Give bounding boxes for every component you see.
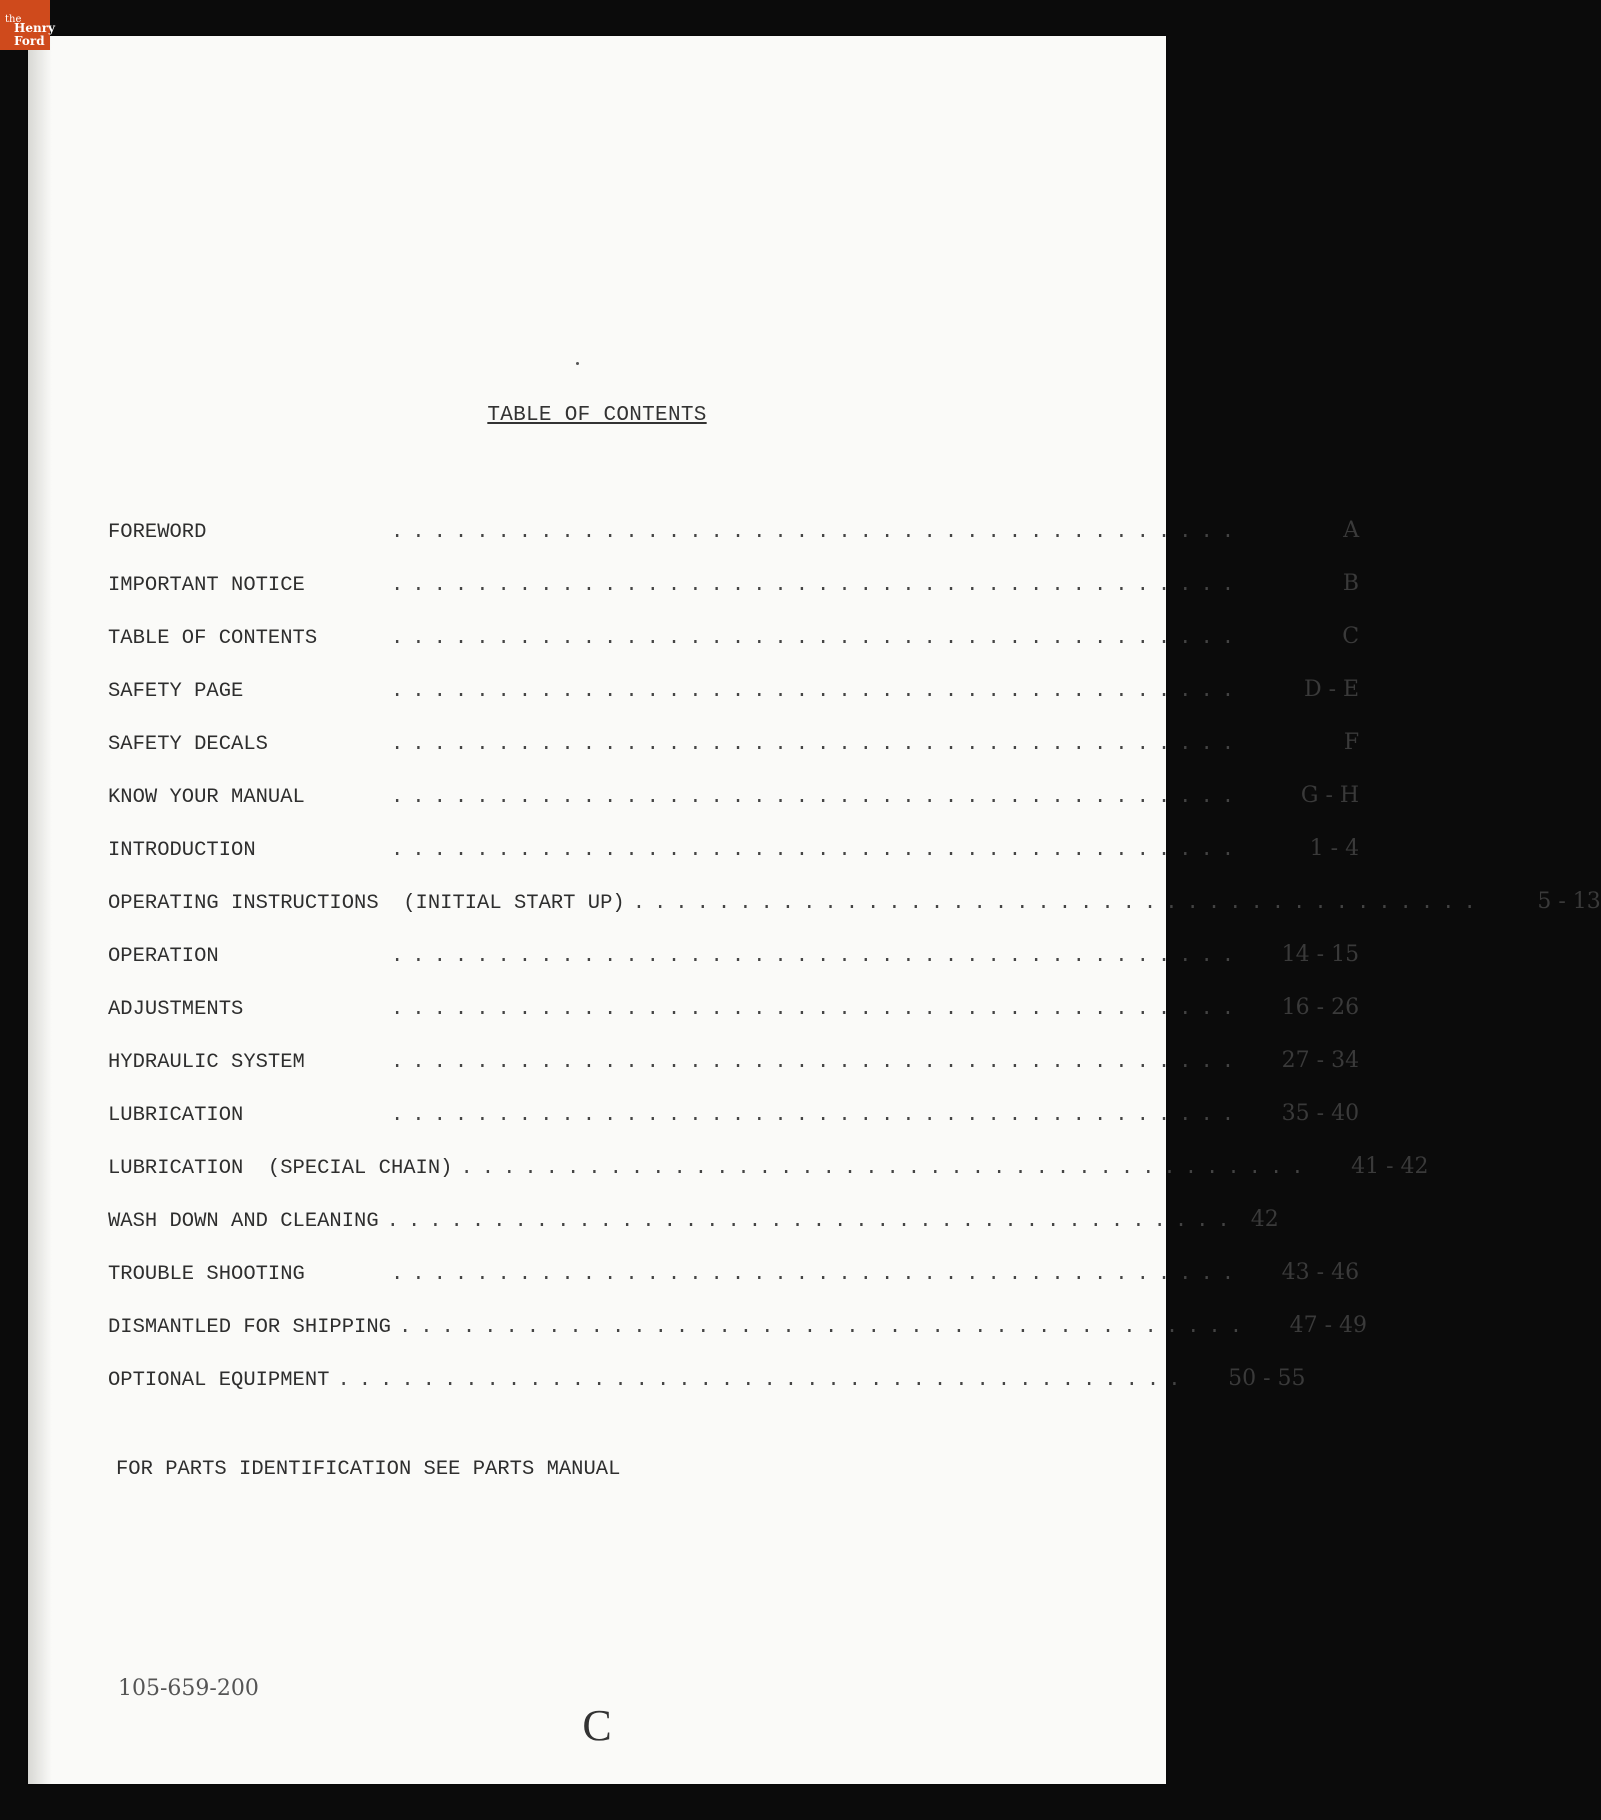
- toc-entry-table-of-contents: [108, 624, 1360, 677]
- toc-entry-introduction: [108, 836, 1360, 889]
- toc-entry-label: KNOW YOUR MANUAL: [108, 786, 305, 809]
- toc-leader-dots: ........................................: [391, 1104, 1244, 1127]
- toc-entry-wash-down: [108, 1207, 1279, 1260]
- toc-leader-dots: ........................................: [391, 733, 1244, 756]
- logo-text-ford: Ford: [14, 34, 45, 48]
- toc-entry-page: 35 - 40: [1281, 1101, 1360, 1126]
- toc-entry-know-your-manual: [108, 783, 1360, 836]
- toc-leader-dots: ........................................: [391, 1263, 1244, 1286]
- toc-leader-dots: ........................................: [386, 1210, 1239, 1233]
- toc-leader-dots: ........................................: [391, 627, 1244, 650]
- toc-entry-page: B: [1342, 571, 1360, 596]
- toc-entry-label: LUBRICATION (SPECIAL CHAIN): [108, 1157, 453, 1180]
- toc-leader-dots: ........................................: [391, 786, 1244, 809]
- toc-entry-lubrication: [108, 1101, 1360, 1154]
- toc-entry-important-notice: [108, 571, 1360, 624]
- toc-entry-safety-decals: [108, 730, 1360, 783]
- toc-entry-page: G - H: [1300, 783, 1360, 808]
- logo-text-henry: Henry: [14, 21, 55, 35]
- toc-entry-foreword: [108, 518, 1360, 571]
- toc-entry-label: OPERATING INSTRUCTIONS (INITIAL START UP): [108, 892, 625, 915]
- toc-entry-page: 1 - 4: [1309, 836, 1360, 861]
- toc-leader-dots: ........................................: [337, 1369, 1190, 1392]
- toc-entry-page: 5 - 13: [1537, 889, 1601, 914]
- toc-entry-label: INTRODUCTION: [108, 839, 256, 862]
- toc-entry-label: HYDRAULIC SYSTEM: [108, 1051, 305, 1074]
- toc-entry-label: WASH DOWN AND CLEANING: [108, 1210, 379, 1233]
- toc-entry-trouble-shooting: [108, 1260, 1360, 1313]
- toc-entry-hydraulic-system: [108, 1048, 1360, 1101]
- toc-entry-label: DISMANTLED FOR SHIPPING: [108, 1316, 391, 1339]
- toc-entry-label: SAFETY PAGE: [108, 680, 244, 703]
- toc-entry-label: OPERATION: [108, 945, 219, 968]
- toc-entry-label: OPTIONAL EQUIPMENT: [108, 1369, 330, 1392]
- toc-entry-lubrication-special-chain: [108, 1154, 1429, 1207]
- page-title: TABLE OF CONTENTS: [487, 404, 707, 427]
- toc-leader-dots: ........................................: [391, 521, 1244, 544]
- toc-leader-dots: ........................................: [391, 574, 1244, 597]
- toc-entry-dismantled-for-shipping: [108, 1313, 1368, 1366]
- toc-entry-label: TROUBLE SHOOTING: [108, 1263, 305, 1286]
- toc-leader-dots: ........................................: [398, 1316, 1252, 1339]
- toc-entry-label: ADJUSTMENTS: [108, 998, 244, 1021]
- toc-leader-dots: ........................................: [632, 892, 1485, 915]
- toc-entry-operating-instructions: [108, 889, 1601, 942]
- toc-entry-label: IMPORTANT NOTICE: [108, 574, 305, 597]
- page-letter: C: [582, 1701, 612, 1750]
- toc-entry-label: SAFETY DECALS: [108, 733, 268, 756]
- toc-entry-label: FOREWORD: [108, 521, 207, 544]
- document-page: [28, 36, 1601, 1784]
- toc-entry-safety-page: [108, 677, 1360, 730]
- toc-leader-dots: ........................................: [391, 998, 1244, 1021]
- stray-dot-mark: [576, 362, 579, 365]
- toc-entry-page: C: [1342, 624, 1360, 649]
- document-number: 105-659-200: [118, 1676, 259, 1701]
- toc-entry-page: 50 - 55: [1228, 1366, 1306, 1391]
- logo-text-the: the: [5, 14, 22, 25]
- table-of-contents: [108, 518, 1601, 1419]
- toc-entry-page: 42: [1250, 1207, 1279, 1232]
- toc-entry-operation: [108, 942, 1360, 995]
- toc-leader-dots: ........................................: [391, 839, 1244, 862]
- toc-entry-page: 47 - 49: [1289, 1313, 1368, 1338]
- toc-entry-page: 14 - 15: [1281, 942, 1360, 967]
- henry-ford-logo: [0, 0, 55, 50]
- toc-entry-page: 27 - 34: [1281, 1048, 1360, 1073]
- toc-entry-page: 16 - 26: [1281, 995, 1360, 1020]
- toc-leader-dots: ........................................: [391, 1051, 1244, 1074]
- toc-leader-dots: ........................................: [460, 1157, 1313, 1180]
- toc-leader-dots: ........................................: [391, 680, 1244, 703]
- toc-entry-label: LUBRICATION: [108, 1104, 244, 1127]
- toc-entry-optional-equipment: [108, 1366, 1306, 1419]
- parts-manual-note: FOR PARTS IDENTIFICATION SEE PARTS MANUAL: [116, 1458, 621, 1481]
- page-spine-shadow: [28, 36, 52, 1784]
- toc-entry-label: TABLE OF CONTENTS: [108, 627, 318, 650]
- toc-entry-page: D - E: [1303, 677, 1360, 702]
- toc-entry-adjustments: [108, 995, 1360, 1048]
- toc-leader-dots: ........................................: [391, 945, 1244, 968]
- toc-entry-page: 41 - 42: [1351, 1154, 1429, 1179]
- toc-entry-page: F: [1343, 730, 1360, 755]
- toc-entry-page: 43 - 46: [1281, 1260, 1360, 1285]
- toc-entry-page: A: [1343, 518, 1360, 543]
